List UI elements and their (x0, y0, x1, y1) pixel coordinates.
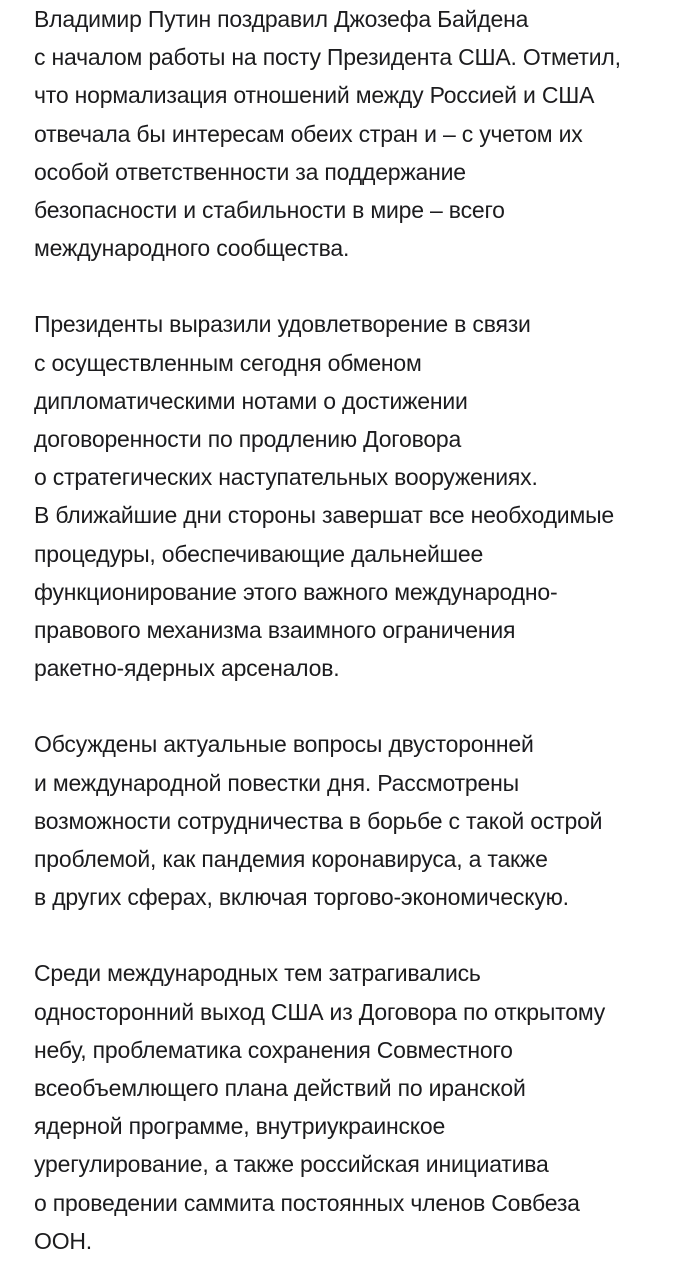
text-line: Среди международных тем затрагивались (34, 960, 481, 987)
text-line: функционирование этого важного международно- (34, 578, 558, 605)
text-line: всеобъемлющего плана действий по иранской (34, 1075, 526, 1102)
text-line: возможности сотрудничества в борьбе с такой острой (34, 807, 603, 834)
text-line: о стратегических наступательных вооружениях. (34, 464, 538, 491)
text-line: процедуры, обеспечивающие дальнейшее (34, 540, 484, 567)
text-line: международного сообщества. (34, 235, 350, 262)
text-line: небу, проблематика сохранения Совместного (34, 1036, 513, 1063)
text-line: урегулирование, а также российская инициатива (34, 1151, 549, 1178)
text-line: отвечала бы интересам обеих стран и – с учетом их (34, 120, 583, 147)
text-line: с началом работы на посту Президента США. Отметил, (34, 44, 621, 71)
text-line: договоренности по продлению Договора (34, 426, 462, 453)
text-line: односторонний выход США из Договора по открытому (34, 998, 606, 1025)
paragraph-congratulation (34, 0, 674, 267)
text-line: ядерной программе, внутриукраинское (34, 1113, 446, 1140)
text-line: правового механизма взаимного ограничения (34, 617, 516, 644)
text-line: в других сферах, включая торгово-экономическую. (34, 884, 569, 911)
text-line: дипломатическими нотами о достижении (34, 387, 468, 414)
text-line: с осуществленным сегодня обменом (34, 349, 422, 376)
text-line: ракетно-ядерных арсеналов. (34, 655, 340, 682)
text-line: В ближайшие дни стороны завершат все необходимые (34, 502, 614, 529)
text-line: ООН. (34, 1227, 92, 1254)
paragraph-agenda (34, 725, 674, 916)
text-line: что нормализация отношений между Россией и США (34, 82, 595, 109)
text-line: и международной повестки дня. Рассмотрены (34, 769, 519, 796)
article-body (34, 0, 674, 1260)
text-line: о проведении саммита постоянных членов Совбеза (34, 1189, 580, 1216)
paragraph-treaty (34, 305, 674, 687)
text-line: Обсуждены актуальные вопросы двусторонней (34, 731, 534, 758)
text-line: особой ответственности за поддержание (34, 158, 466, 185)
text-line: проблемой, как пандемия коронавируса, а также (34, 846, 548, 873)
paragraph-international-topics (34, 954, 674, 1260)
text-line: Владимир Путин поздравил Джозефа Байдена (34, 6, 529, 32)
text-line: безопасности и стабильности в мире – всего (34, 197, 505, 224)
text-line: Президенты выразили удовлетворение в связи (34, 311, 531, 338)
